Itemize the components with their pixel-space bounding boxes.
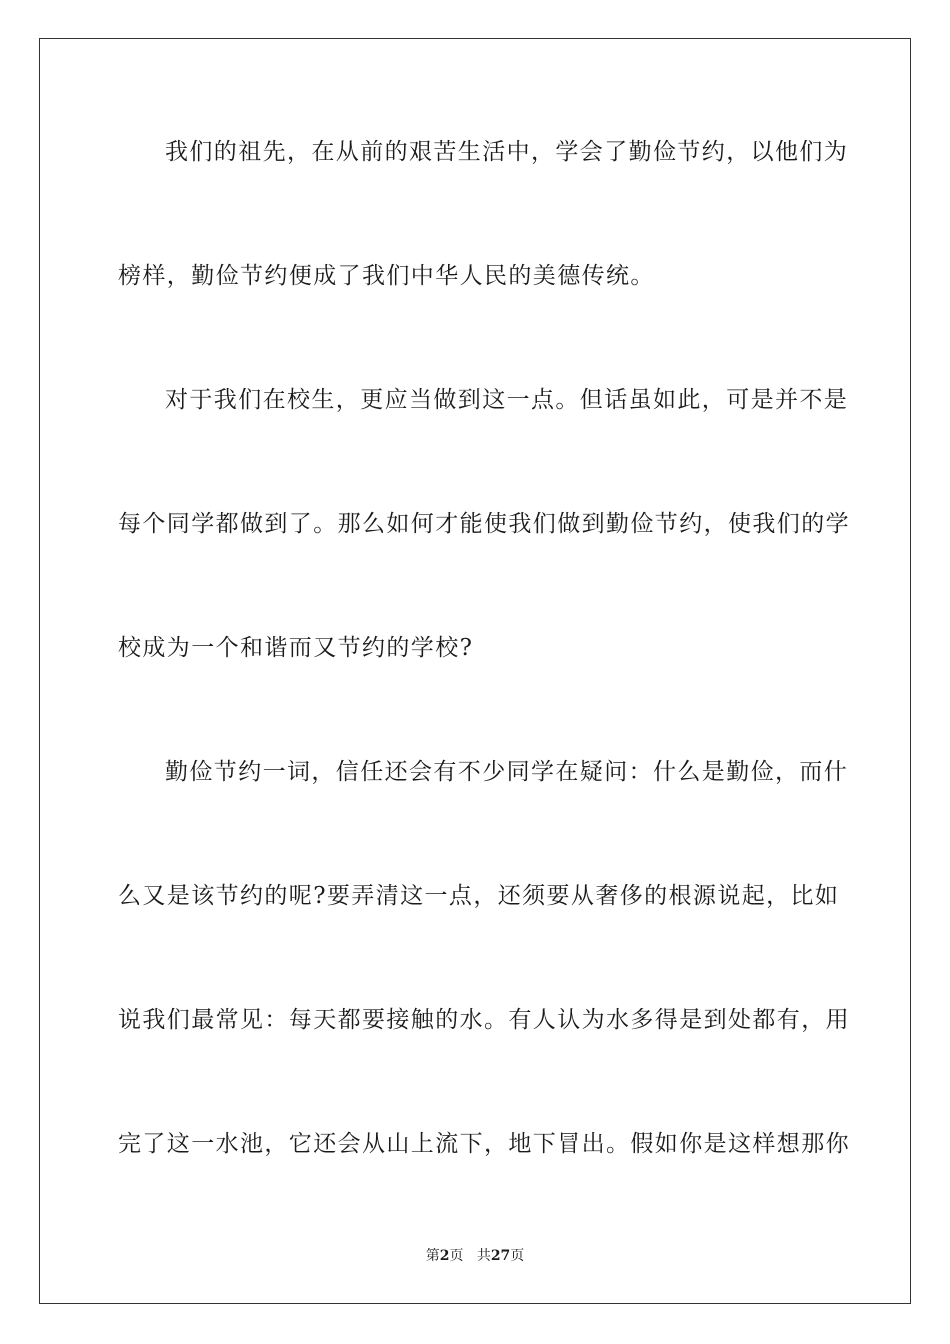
paragraph-3-line-1: 勤俭节约一词，信任还会有不少同学在疑问：什么是勤俭，而什 (165, 759, 849, 785)
total-pages: 27 (490, 1248, 511, 1264)
paragraph-2-line-1: 对于我们在校生，更应当做到这一点。但话虽如此，可是并不是 (165, 387, 849, 413)
paragraph-3-line-3: 说我们最常见：每天都要接触的水。有人认为水多得是到处都有，用 (118, 1007, 850, 1033)
page-prefix: 第 (425, 1248, 440, 1264)
page-suffix: 页 (449, 1248, 464, 1264)
page-border (39, 38, 911, 1304)
paragraph-3-line-2: 么又是该节约的呢?要弄清这一点，还须要从奢侈的根源说起，比如 (118, 883, 840, 909)
paragraph-2-line-2: 每个同学都做到了。那么如何才能使我们做到勤俭节约，使我们的学 (118, 511, 850, 537)
page-number: 2 (439, 1248, 450, 1264)
paragraph-1-line-1: 我们的祖先，在从前的艰苦生活中，学会了勤俭节约，以他们为 (165, 139, 849, 165)
total-suffix: 页 (510, 1248, 525, 1264)
total-prefix: 共 (476, 1248, 491, 1264)
page-footer (0, 1246, 950, 1266)
paragraph-3-line-4: 完了这一水池，它还会从山上流下，地下冒出。假如你是这样想那你 (118, 1131, 850, 1157)
paragraph-1-line-2: 榜样，勤俭节约便成了我们中华人民的美德传统。 (118, 263, 655, 289)
paragraph-2-line-3: 校成为一个和谐而又节约的学校? (118, 635, 474, 661)
